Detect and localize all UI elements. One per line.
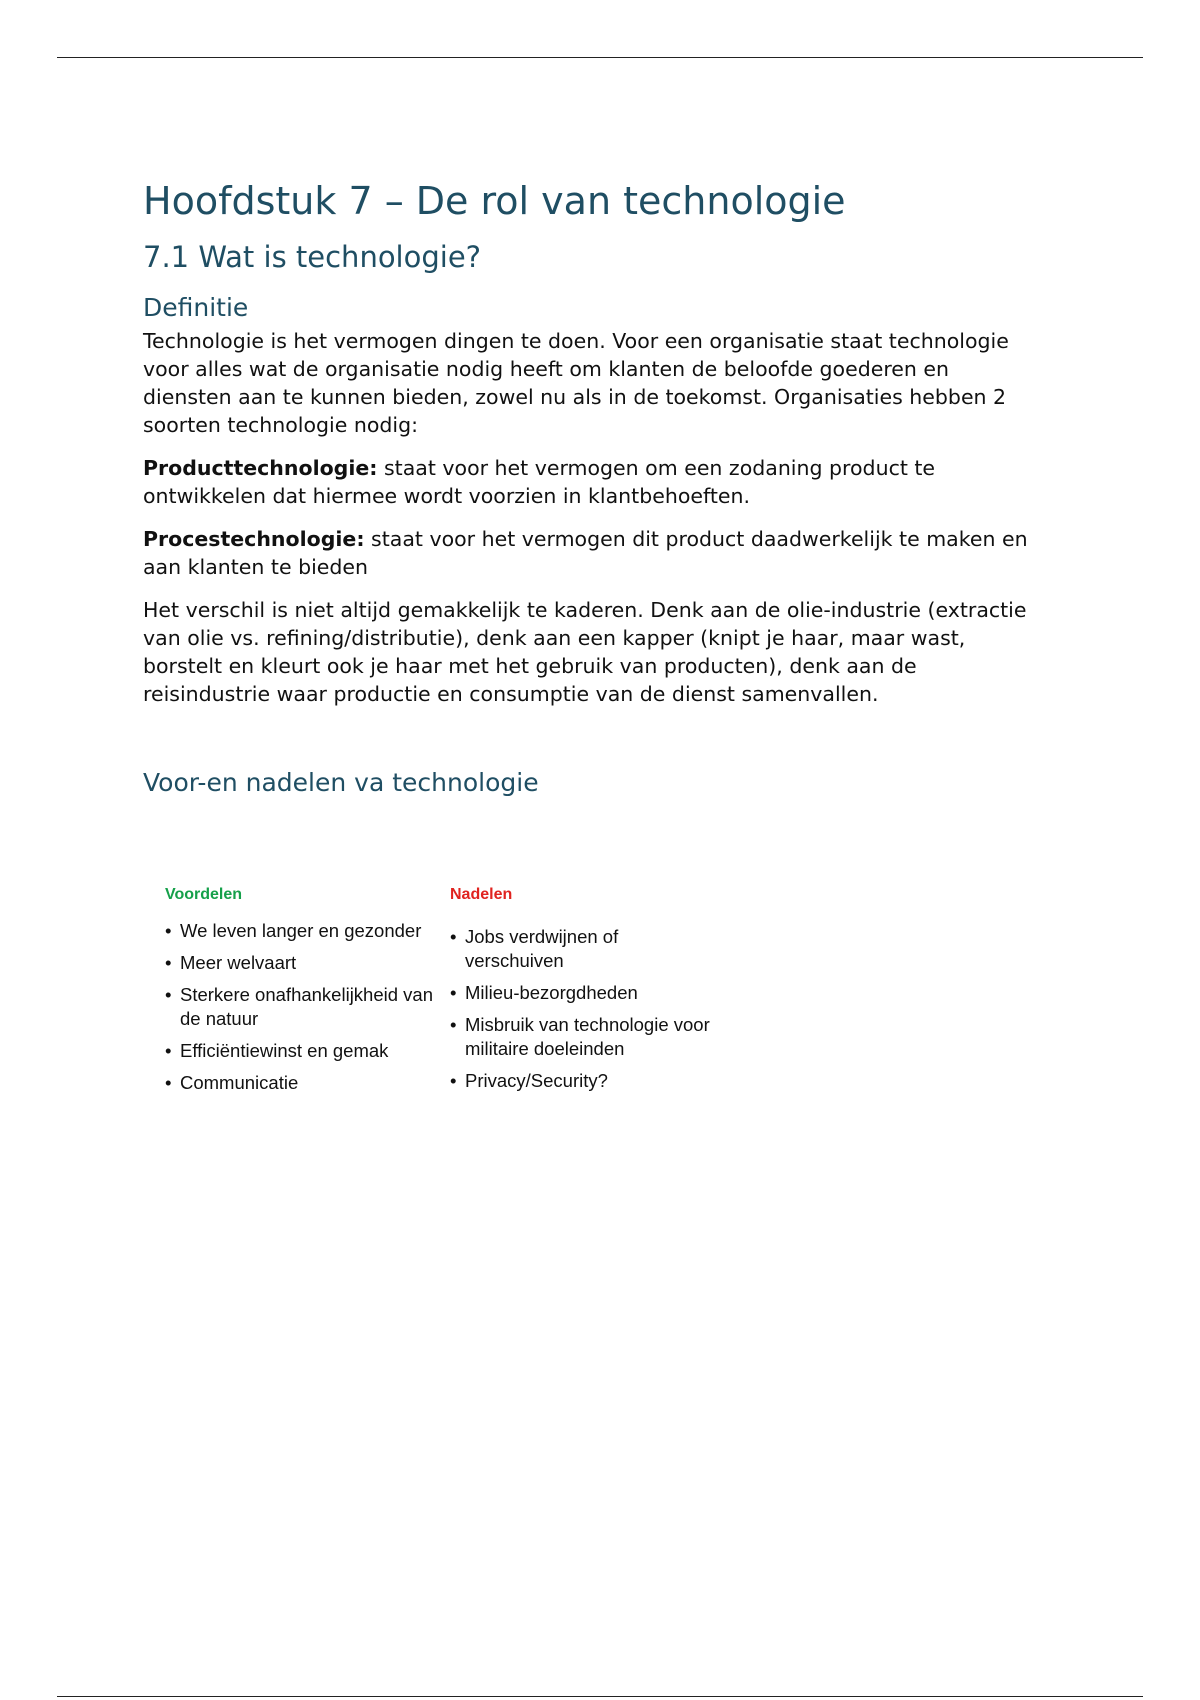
section-heading: 7.1 Wat is technologie? [143, 240, 482, 274]
bullet: • [165, 952, 172, 973]
list-item: • Efficiëntiewinst en gemak [165, 1040, 389, 1061]
pros-column [165, 885, 435, 1103]
list-item: • Sterkere onafhankelijkheid van de natuur [165, 984, 433, 1029]
bullet: • [165, 1040, 172, 1061]
list-item: • Jobs verdwijnen of verschuiven [450, 926, 619, 971]
cons-heading: Nadelen [450, 886, 513, 903]
bullet: • [165, 984, 172, 1005]
list-item: • We leven langer en gezonder [165, 920, 422, 941]
process-technology-term: Procestechnologie: [143, 527, 365, 551]
bullet: • [450, 1014, 457, 1035]
difference-paragraph: Het verschil is niet altijd gemakkelijk te kaderen. Denk aan de olie-industrie (extractie van olie vs. refining/distributie), denk aan een kapper (knipt je haar, maar wast, borstelt en kleurt ook je haar met het gebruik van producten), denk aan de reisindustrie waar productie en consumptie van de dienst samenvallen. [143, 598, 1027, 706]
list-item: • Milieu-bezorgdheden [450, 982, 638, 1003]
cons-list [450, 925, 720, 1093]
pros-heading: Voordelen [165, 886, 243, 903]
product-technology-text: staat voor het vermogen om een zodaning product te ontwikkelen dat hiermee wordt voorzien in klantbehoeften. [143, 456, 936, 508]
list-item: • Misbruik van technologie voor militaire doeleinden [450, 1014, 710, 1059]
list-item: • Meer welvaart [165, 952, 297, 973]
chapter-title: Hoofdstuk 7 – De rol van technologie [143, 179, 846, 223]
pros-cons-heading: Voor-en nadelen va technologie [143, 768, 539, 797]
document-body [143, 175, 1043, 800]
product-technology-paragraph [143, 454, 1043, 510]
top-rule [57, 57, 1143, 58]
pros-cons-slide-image [160, 885, 720, 1165]
list-item: • Communicatie [165, 1072, 299, 1093]
definition-heading: Definitie [143, 293, 249, 322]
bullet: • [165, 920, 172, 941]
product-technology-term: Producttechnologie: [143, 456, 378, 480]
bullet: • [450, 926, 457, 947]
cons-column [450, 885, 720, 1101]
process-technology-paragraph [143, 525, 1043, 581]
list-item: • Privacy/Security? [450, 1070, 608, 1091]
intro-paragraph: Technologie is het vermogen dingen te doen. Voor een organisatie staat technologie voor alles wat de organisatie nodig heeft om klanten de beloofde goederen en diensten aan te kunnen bieden, zowel nu als in de toekomst. Organisaties hebben 2 soorten technologie nodig: [143, 329, 1009, 437]
bottom-rule [57, 1696, 1143, 1697]
process-technology-text: staat voor het vermogen dit product daadwerkelijk te maken en aan klanten te bieden [143, 527, 1028, 579]
pros-list [165, 919, 435, 1095]
bullet: • [450, 982, 457, 1003]
bullet: • [165, 1072, 172, 1093]
bullet: • [450, 1070, 457, 1091]
